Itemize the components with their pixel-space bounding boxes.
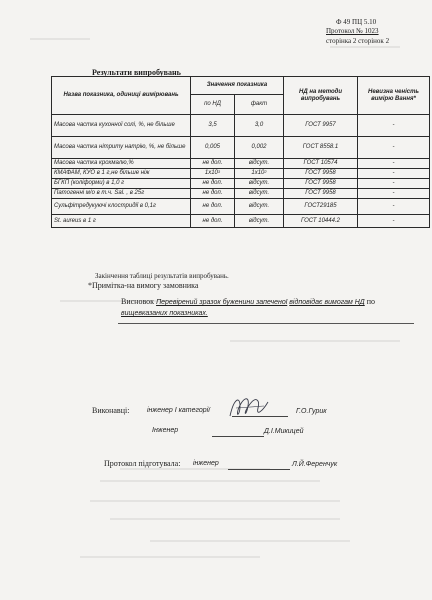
row-fact: відсут. [235, 189, 284, 199]
results-title: Результати випробувань [92, 68, 181, 77]
row-name: Патогенні м/о в т.ч. Sal. , в 25г [52, 189, 191, 199]
row-nd: не доп. [191, 189, 235, 199]
table-row [52, 169, 430, 179]
row-method: ГОСТ 10444.2 [284, 215, 358, 228]
table-row [52, 137, 430, 159]
row-fact: відсут. [235, 179, 284, 189]
row-name: БГКП (коліформи) в 1,0 г [52, 179, 191, 189]
row-uncertainty: - [358, 215, 430, 228]
col-header-name: Назва показника, одиниці вимірювань [52, 77, 191, 115]
results-table [51, 76, 430, 228]
row-fact: відсут. [235, 159, 284, 169]
prepared-label: Протокол підготувала: [104, 459, 181, 468]
row-name: Масова частка крохмалю,% [52, 159, 191, 169]
col-header-actual: факт [235, 95, 284, 115]
row-name: St. aureus в 1 г [52, 215, 191, 228]
row-method: ГОСТ 9957 [284, 115, 358, 137]
performers-label: Виконавці: [92, 406, 130, 415]
row-name: Сульфітредукуючі клостридії в 0,1г [52, 199, 191, 215]
table-row [52, 179, 430, 189]
performer2-sign-line [212, 436, 264, 437]
conclusion-label: Висновок [121, 297, 155, 306]
row-fact [235, 169, 284, 179]
row-fact: відсут. [235, 215, 284, 228]
row-fact-base: 1x10 [251, 170, 265, 176]
row-method: ГОСТ29185 [284, 199, 358, 215]
row-uncertainty: - [358, 189, 430, 199]
conclusion [121, 297, 421, 319]
row-fact-exponent: 2 [264, 169, 267, 174]
col-header-method: НД на методи випробувань [284, 77, 358, 115]
table-row [52, 189, 430, 199]
page-count: сторінка 2 сторінок 2 [326, 36, 390, 45]
form-reference [326, 18, 426, 46]
table-row [52, 215, 430, 228]
row-uncertainty: - [358, 137, 430, 159]
prepared-sign-line [228, 469, 290, 470]
protocol-number: Протокол № 1023 [326, 27, 379, 36]
row-nd [191, 169, 235, 179]
row-uncertainty: - [358, 115, 430, 137]
row-method: ГОСТ 9958 [284, 179, 358, 189]
row-uncertainty: - [358, 169, 430, 179]
conclusion-underline [118, 323, 414, 324]
table-end-note: Закінчення таблиці результатів випробувань. [95, 272, 229, 280]
row-fact: відсут. [235, 199, 284, 215]
table-row [52, 159, 430, 169]
row-name: Масова частка кухонної солі, %, не більше [52, 115, 191, 137]
conclusion-text-b: відповідає вимогам НД [289, 299, 365, 306]
row-name: КМАФАМ, КУО в 1 г,не більше ніж [52, 169, 191, 179]
performer1-name: Г.О.Гурик [296, 408, 327, 415]
form-code: Ф 49 ПЦ 5.10 [336, 18, 377, 26]
row-name: Масова частка нітриту натрію, %, не більше [52, 137, 191, 159]
row-uncertainty: - [358, 179, 430, 189]
table-row [52, 115, 430, 137]
col-header-values: Значення показника [191, 77, 284, 95]
row-method: ГОСТ 9958 [284, 169, 358, 179]
row-method: ГОСТ 10574 [284, 159, 358, 169]
conclusion-text-a: Перевірений зразок буженини запеченої [156, 299, 288, 306]
row-nd: 3,5 [191, 115, 235, 137]
row-nd-exponent: 3 [217, 169, 221, 174]
row-nd: не доп. [191, 199, 235, 215]
prepared-position: інженер [193, 460, 219, 467]
conclusion-text-c: по [366, 297, 375, 306]
customer-note: *Примітка-на вимогу замовника [88, 281, 199, 290]
col-header-by-nd: по НД [191, 95, 235, 115]
conclusion-text-d: вищевказаних показниках. [121, 310, 208, 317]
prepared-name: Л.Й.Ференчук [292, 461, 338, 468]
row-method: ГОСТ 8558.1 [284, 137, 358, 159]
col-header-uncertainty: Невизна ченість вимірю Вання* [358, 77, 430, 115]
table-row [52, 199, 430, 215]
row-method: ГОСТ 9958 [284, 189, 358, 199]
performer2-name: Д.І.Микицей [264, 428, 304, 435]
performer1-position: інженер І категорії [147, 407, 210, 414]
performer2-position: Інженер [152, 427, 179, 434]
row-nd: 0,005 [191, 137, 235, 159]
row-nd: не доп. [191, 159, 235, 169]
row-uncertainty: - [358, 199, 430, 215]
row-fact: 0,002 [235, 137, 284, 159]
row-uncertainty: - [358, 159, 430, 169]
row-nd: не доп. [191, 215, 235, 228]
row-fact: 3,0 [235, 115, 284, 137]
row-nd-base: 1x10 [204, 170, 218, 176]
performer1-signature [224, 392, 274, 422]
row-nd: не доп. [191, 179, 235, 189]
